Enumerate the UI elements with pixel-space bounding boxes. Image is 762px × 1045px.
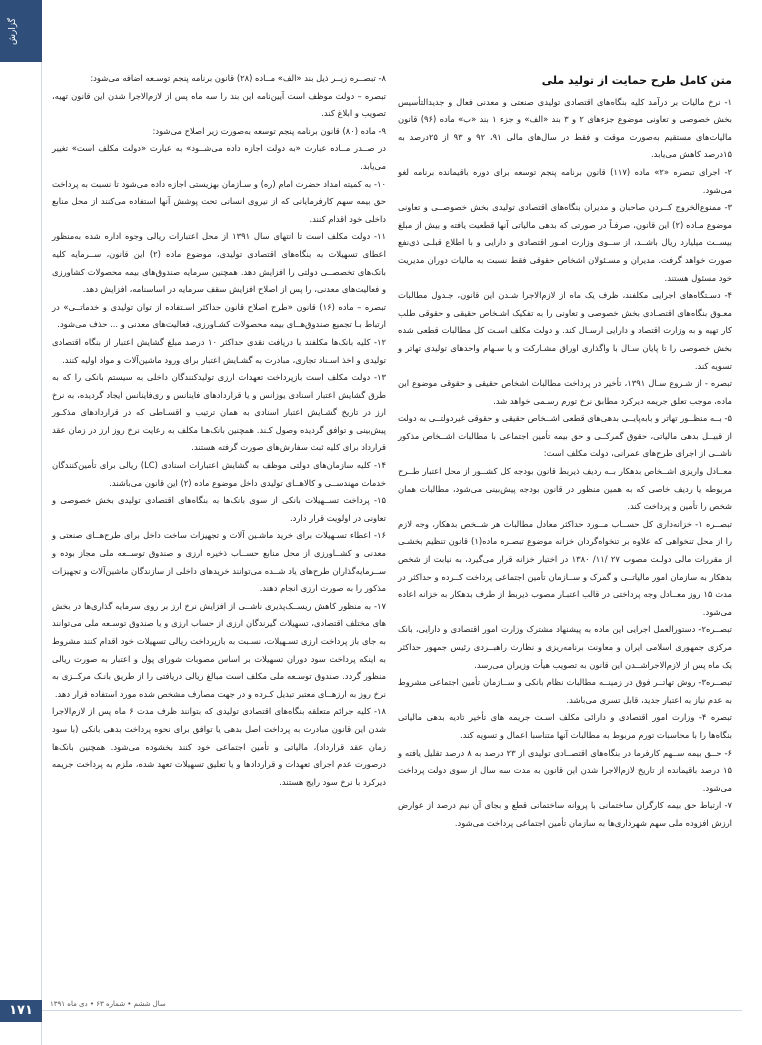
article-paragraph: ۵- بــه منظــور تهاتر و بابه‌پایــی بدهی‌های قطعی اشــخاص حقیقی و حقوقی غیردولتــی به دولت از قبیــل بدهی مالیاتی، حقوق گمرکــی و حق بیمه تأمین اجتماعی با مطالبات اشــخاص مذکور ناشــی از اجرای طرح‌های عمرانی، دولت مکلف است: xyxy=(398,413,732,459)
article-paragraph: ۳- ممنوع‌الخروج کــردن صاحبان و مدیران بنگاه‌های اقتصادی تولیدی بخش خصوصــی و تعاونی موضوع مـاده (۲) این قانون، صرفـاً در صورتی که بدهی مالیاتی آنها قطعیت یافته و بیش از مبلغ بیســت میلیارد ریال باشــد، از ســوی وزارت امـور اقتصادی و دارایی و با اطلاع قبلـی ذی‌نفع صورت خواهد گرفت. مدیران و مسـئولان اشخاص حقوقی فقط نسبت به مالیات دوران مدیریت خود مسئول هستند. xyxy=(398,202,732,283)
article-paragraph: ۱- نرخ مالیات بر درآمد کلیه بنگاه‌های اقتصادی تولیدی صنعتی و معدنی فعال و جدیدالتأسیس بخش خصوصی و تعاونی موضوع جزءهای ۲ و ۳ بند «الف» و جزء ۱ بند «ب» ماده (۹۶) قانون مالیات‌های مستقیم به‌صورت موقت و فقط در سال‌های مالی ۹۱، ۹۲ و ۹۳ از ۲۵درصد به ۱۵درصد کاهش می‌یابد. xyxy=(398,96,732,160)
article-paragraph: ۱۴- کلیه سازمان‌های دولتی موظف به گشایش اعتبارات اسنادی (LC) ریالی برای تأمین‌کنندگان خدمات مهندســی و کالاهــای تولیدی داخل موضوع ماده (۲) این قانون می‌باشند. xyxy=(52,460,386,488)
article-paragraph: ۴- دسـتگاه‌های اجرایی مکلفند، ظرف یک ماه از لازم‌الاجرا شـدن این قانون، جـدول مطالبات معـوق بنگاه‌های اقتصـادی بخش خصوصی و تعاونی را به تفکیک اشـخاص حقیقی و حقوقی طلب کار تهیه و به وزارت اقتصاد و دارایی ارسـال کند. و دولت مکلف اسـت کل مطالبات قطعی شده بخش خصوصی را تا پایان سـال با واگذاری اوراق مشـارکت و یا سـهام واحدهای تولیدی تهاتر و تسویه کند. xyxy=(398,290,732,371)
article-paragraph: ۱۶- اعطاء تسـهیلات برای خرید ماشـین آلات و تجهیزات ساخت داخل برای طرح‌هــای صنعتی و معدنی و کشــاورزی از محل منابع حســاب ذخیره ارزی و صندوق توســعه ملی مجاز بوده و ســرمایه‌گذاران طرح‌های یاد شــده می‌توانند خریدهای داخلی از سازندگان ماشین‌آلات و تجهیزات مذکور را به صورت ارزی انجام دهند. xyxy=(52,530,386,594)
article-paragraph: ۱۵- پرداخت تســهیلات بانکی از سوی بانک‌ها به بنگاه‌های اقتصادی تولیدی بخش خصوصی و تعاونی در اولویت قرار دارد. xyxy=(52,495,386,523)
article-paragraph: تبصره – ماده (۱۶) قانون «طرح اصلاح قانون حداکثر اسـتفاده از توان تولیدی و خدماتــی» در ارتباط بـا تجمیع صندوق‌هــای بیمه محصولات کشـاورزی، فعالیت‌های معدنی و ... حذف می‌شود. xyxy=(52,301,386,330)
section-band xyxy=(0,0,42,62)
left-paragraphs xyxy=(52,70,386,791)
article-paragraph: در صــدر مــاده عبارت «به دولت اجازه داده می‌شــود» به عبارت «دولت مکلف است» تغییر می‌یابد. xyxy=(52,143,386,171)
article-paragraph: تبصره ۴- وزارت امور اقتصادی و دارائی مکلف اسـت جریمه های تأخیر تادیه بدهی مالیاتی بنگاه‌ها را با محاسبات تورم مربوط به مطالبات آنها متناسبا اعمال و تسویه کند. xyxy=(398,712,733,740)
article-paragraph: تبصــره ۱- خزانه‌داری کل حســاب مــورد حداکثر معادل مطالبات هر شــخص بدهکار، وجه لازم را از محل تنخواهی که علاوه بر تنخواه‌گردان خزانه موضوع تبصـره ماده(۱) قانون تنظیم بخشـی از مقررات مالی دولـت مصوب ۲۷ /۱۱/ ۱۳۸۰ در اختیار خزانه قرار می‌گیرد، به نیابت از شخص بدهکار به سازمان امور مالیاتــی و گمرک و ســازمان تأمین اجتماعی پرداخت کــرده و حداکثر در مدت ۱۵ روز معــادل وجه پرداختی در قالب اعتبـار مصوب ذیربط از طرف بدهکار به خزانه اعاده می‌شود. xyxy=(398,518,732,617)
left-column xyxy=(52,70,386,791)
article-paragraph: تبصره - از شـروع سـال ۱۳۹۱، تأخیر در پرداخت مطالبات اشخاص حقیقی و حقوقی موضوع این ماده، موجب تعلق جریمه دیرکرد مطابق نرخ تورم رسـمی خواهد شد. xyxy=(398,378,732,406)
issue-info: سال ششم • شماره ۶۳ • دی ماه ۱۳۹۱ xyxy=(50,1000,166,1008)
right-paragraphs xyxy=(398,94,732,833)
article-paragraph: تبصــره۲- دستورالعمل اجرایی این ماده به پیشنهاد مشترک وزارت امور اقتصادی و دارایی، بانک مرکزی جمهوری اسلامی ایران و معاونت برنامه‌ریزی و نظارت راهبــردی رئیس جمهور حداکثر یک ماه پس از لازم‌الاجراشــدن این قانون به تصویب هیأت وزیران می‌رسد. xyxy=(398,624,732,670)
article-paragraph: ۱۱- دولت مکلف است تا انتهای سال ۱۳۹۱ از محل اعتبارات ریالی وجوه اداره شده به‌منظور اعطای تسهیلات به بنگاه‌های اقتصادی تولیدی، موضوع ماده (۲) این قانون، ســرمایه کلیه بانک‌های تخصصــی دولتی را افزایش دهد. همچنین سرمایه صندوق‌های بیمه محصولات کشاورزی و فعالیت‌های معدنی، را پس از اصلاح افزایش سقف سرمایه در اساسنامه، افزایش دهد. xyxy=(52,231,386,295)
article-paragraph: ۱۳- دولت مکلف است بازپرداخت تعهدات ارزی تولیدکنندگان داخلی به سیستم بانکی را که به طرق گشایش اعتبار اسنادی یوزانس و یا قراردادهای فاینانس و ری‌فاینانس ایجاد گردیده، به نرخ ارز در تاریخ گشـایش اعتبار اسنادی به همان ترتیب و اقسـاطی که در قراردادهای مذکـور پیش‌بینی و توافق گردیده وصول کـند. همچنین بانک‌هـا مکلف به رعایت نرخ روز ارز در زمان عقد قرارداد برای کلیه ثبت سفارش‌های صورت گرفته هستند. xyxy=(52,372,386,453)
article-paragraph: ۱۰- به کمیته امداد حضرت امام (ره) و سـازمان بهزیستی اجازه داده می‌شود تا نسبت به پرداخت حق بیمه سهم کارفرمایانی که از نیروی انسانی تحت پوشش آنها استفاده می‌کنند از محل منابع داخلی خود اقدام کنند. xyxy=(52,178,386,224)
sidebar-strip xyxy=(0,0,42,1045)
article-paragraph: ۱۲- کلیه بانک‌ها مکلفند با دریافت نقدی حداکثر ۱۰ درصد مبلغ گشایش اعتبار از بنگاه اقتصادی تولیدی و اخذ اسـناد تجاری، مبادرت به گشـایش اعتبار برای ورود ماشین‌آلات و مواد اولیه کنند. xyxy=(52,336,386,365)
article-paragraph: ۸- تبصــره زیــر ذیل بند «الف» مــاده (۲۸) قانون برنامه پنجم توسـعه اضافه می‌شود: xyxy=(90,73,386,83)
section-tag: گزارش xyxy=(8,17,18,45)
article-paragraph: تبصره – دولت موظف است آیین‌نامه این بند را سه ماه پس از لازم‌الاجرا شدن این قانون تهیه، تصویب و ابلاغ کند. xyxy=(52,90,386,119)
article-paragraph: ۱۷- به منظور کاهش ریســک‌پذیری ناشــی از افزایش نرخ ارز بر روی سرمایه گذاری‌ها در بخش های مختلف اقتصادی، تسهیلات گیرندگان ارزی از حساب ارزی و یا صندوق توسـعه ملی می‌توانند به جای باز پرداخت ارزی تسـهیلات، نسـبت به بازپرداخت ریالی تسهیلات خود اقدام کنند مشروط به اینکه پرداخت سود دوران تسهیلات بر اساس مصوبات شورای پول و اعتبار به صورت ریالی منظور گردد. صندوق توسـعه ملی مکلف است مبالغ ریالی دریافتی را از طریق بانـک مرکــزی به نرخ روز به ارزهــای معتبر تبدیل کـرده و در جهت مصارف مشخص شده مورد استفاده قرار دهد. xyxy=(52,600,386,699)
article-title: متن کامل طرح حمایت از تولید ملی xyxy=(541,74,732,87)
right-column xyxy=(398,70,732,833)
article-paragraph: ۹- ماده (۸۰) قانون برنامه پنجم توسعه به‌صورت زیر اصلاح می‌شود: xyxy=(152,125,386,136)
footer-rule xyxy=(42,1010,742,1011)
article-paragraph: ۶- حــق بیمه ســهم کارفرما در بنگاه‌های اقتصــادی تولیدی از ۲۳ درصد به ۸ درصد تقلیل یافته و ۱۵ درصد باقیمانده از تاریخ لازم‌الاجرا شدن این قانون به مدت سه سال از سوی دولت پرداخت می‌شود. xyxy=(398,747,732,793)
article-paragraph: ۷- ارتباط حق بیمه کارگران ساختمانی با پروانه ساختمانی قطع و بجای آن نیم درصد از عوارض ارزش افزوده ملی سهم شهرداری‌ها به سازمان تأمین اجتماعی پرداخت می‌شود. xyxy=(398,800,732,828)
sidebar-rule xyxy=(41,62,42,1045)
article-paragraph: ۲- اجرای تبصره «۲» ماده (۱۱۷) قانون برنامه پنجم توسعه برای دوره باقیمانده برنامه لغو می‌شود. xyxy=(398,166,732,195)
page-number: ۱۷۱ xyxy=(0,1000,42,1022)
article-paragraph: معــادل واریزی اشــخاص بدهکار بــه ردیف ذیربط قانون بودجه کل کشــور از محل اعتبار طــرح مربوطه یا ردیف خاصی که به همین منظور در قانون بودجه پیش‌بینی می‌شود، مطالبات همان شخص را تأمین و پرداخت کند. xyxy=(398,466,732,512)
article-paragraph: ۱۸- کلیه جرائم متعلقه بنگاه‌های اقتصادی تولیدی که بتوانند ظرف مدت ۶ ماه پس از لازم‌الاجرا شدن این قانون مبادرت به پرداخت اصل بدهی یا توافق برای نحوه پرداخت بدهی بانکی (با سود زمان عقد قرارداد)، مالیاتی و تأمین اجتماعی خود کنند بخشوده می‌شود. همچنین بانک‌ها درصورت عدم اجرای تعهدات و قراردادها و یا تعلیق تسهیلات تعهد شده، ملزم به پرداخت جریمه دیرکرد با نرخ سود رایج هستند. xyxy=(52,706,386,787)
article-paragraph: تبصــره۳- روش تهاتــر فوق در زمینــه مطالبات نظام بانکی و ســازمان تأمین اجتماعی مشروط به عدم نیاز به اعتبار جدید، قابل تسری می‌باشد. xyxy=(398,677,732,705)
